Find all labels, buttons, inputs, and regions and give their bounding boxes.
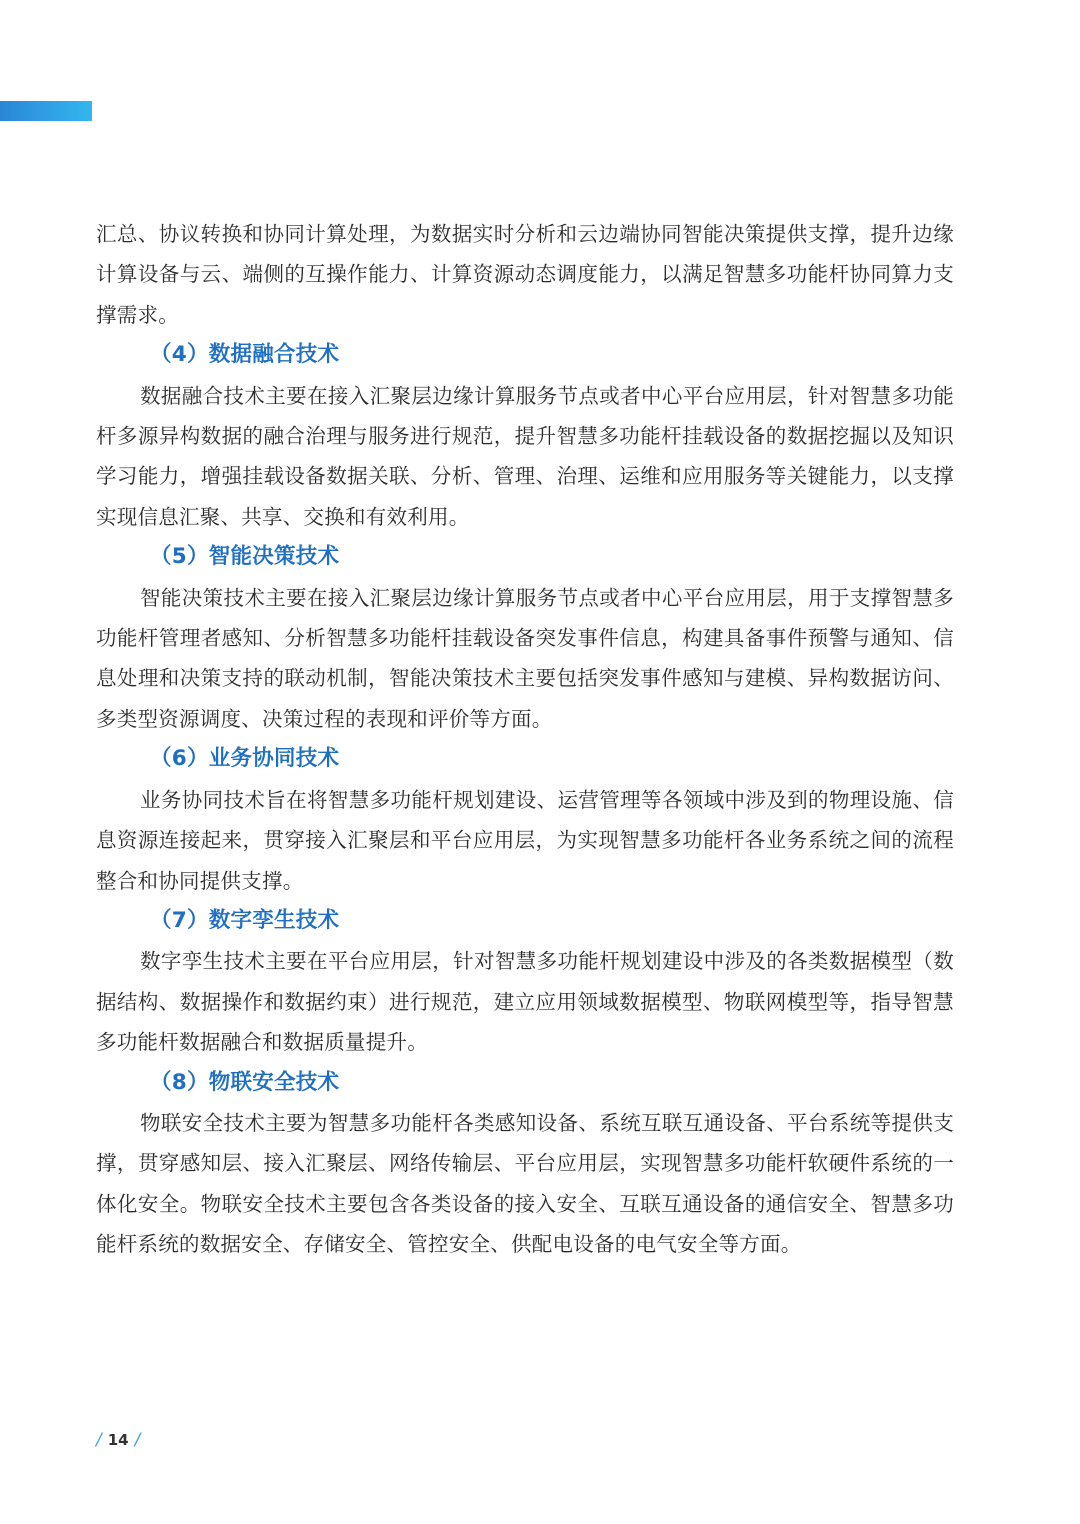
section-heading: （5）智能决策技术	[150, 544, 340, 570]
page-footer	[96, 1430, 140, 1450]
section-6	[96, 739, 954, 901]
section-heading: （4）数据融合技术	[150, 342, 340, 368]
section-body: 智能决策技术主要在接入汇聚层边缘计算服务节点或者中心平台应用层，用于支撑智慧多功能杆管理者感知、分析智慧多功能杆挂载设备突发事件信息，构建具备事件预警与通知、信息处理和决策支持的联动机制，智能决策技术主要包括突发事件感知与建模、异构数据访问、多类型资源调度、决策过程的表现和评价等方面。	[96, 585, 954, 731]
section-8	[96, 1063, 954, 1265]
section-body: 物联安全技术主要为智慧多功能杆各类感知设备、系统互联互通设备、平台系统等提供支撑，贯穿感知层、接入汇聚层、网络传输层、平台应用层，实现智慧多功能杆软硬件系统的一体化安全。物联安全技术主要包含各类设备的接入安全、互联互通设备的通信安全、智慧多功能杆系统的数据安全、存储安全、管控安全、供配电设备的电气安全等方面。	[96, 1110, 954, 1257]
section-4	[96, 335, 954, 537]
section-body: 业务协同技术旨在将智慧多功能杆规划建设、运营管理等各领域中涉及到的物理设施、信息资源连接起来，贯穿接入汇聚层和平台应用层，为实现智慧多功能杆各业务系统之间的流程整合和协同提供支撑。	[96, 787, 954, 893]
section-heading: （7）数字孪生技术	[150, 907, 340, 933]
section-body: 数据融合技术主要在接入汇聚层边缘计算服务节点或者中心平台应用层，针对智慧多功能杆多源异构数据的融合治理与服务进行规范，提升智慧多功能杆挂载设备的数据挖掘以及知识学习能力，增强挂载设备数据关联、分析、管理、治理、运维和应用服务等关键能力，以支撑实现信息汇聚、共享、交换和有效利用。	[96, 383, 954, 529]
section-5	[96, 537, 954, 739]
section-heading: （6）业务协同技术	[150, 746, 340, 772]
footer-slash-right: /	[134, 1430, 141, 1450]
page-number: 14	[107, 1431, 129, 1449]
section-body: 数字孪生技术主要在平台应用层，针对智慧多功能杆规划建设中涉及的各类数据模型（数据结构、数据操作和数据约束）进行规范，建立应用领域数据模型、物联网模型等，指导智慧多功能杆数据融合和数据质量提升。	[96, 949, 954, 1055]
section-heading: （8）物联安全技术	[150, 1069, 340, 1095]
footer-slash-left: /	[96, 1430, 102, 1450]
intro-paragraph: 汇总、协议转换和协同计算处理，为数据实时分析和云边端协同智能决策提供支撑，提升边缘计算设备与云、端侧的互操作能力、计算资源动态调度能力，以满足智慧多功能杆协同算力支撑需求。	[96, 222, 954, 327]
section-7	[96, 901, 954, 1063]
header-accent-bar	[0, 101, 92, 121]
page-content	[96, 214, 954, 1265]
